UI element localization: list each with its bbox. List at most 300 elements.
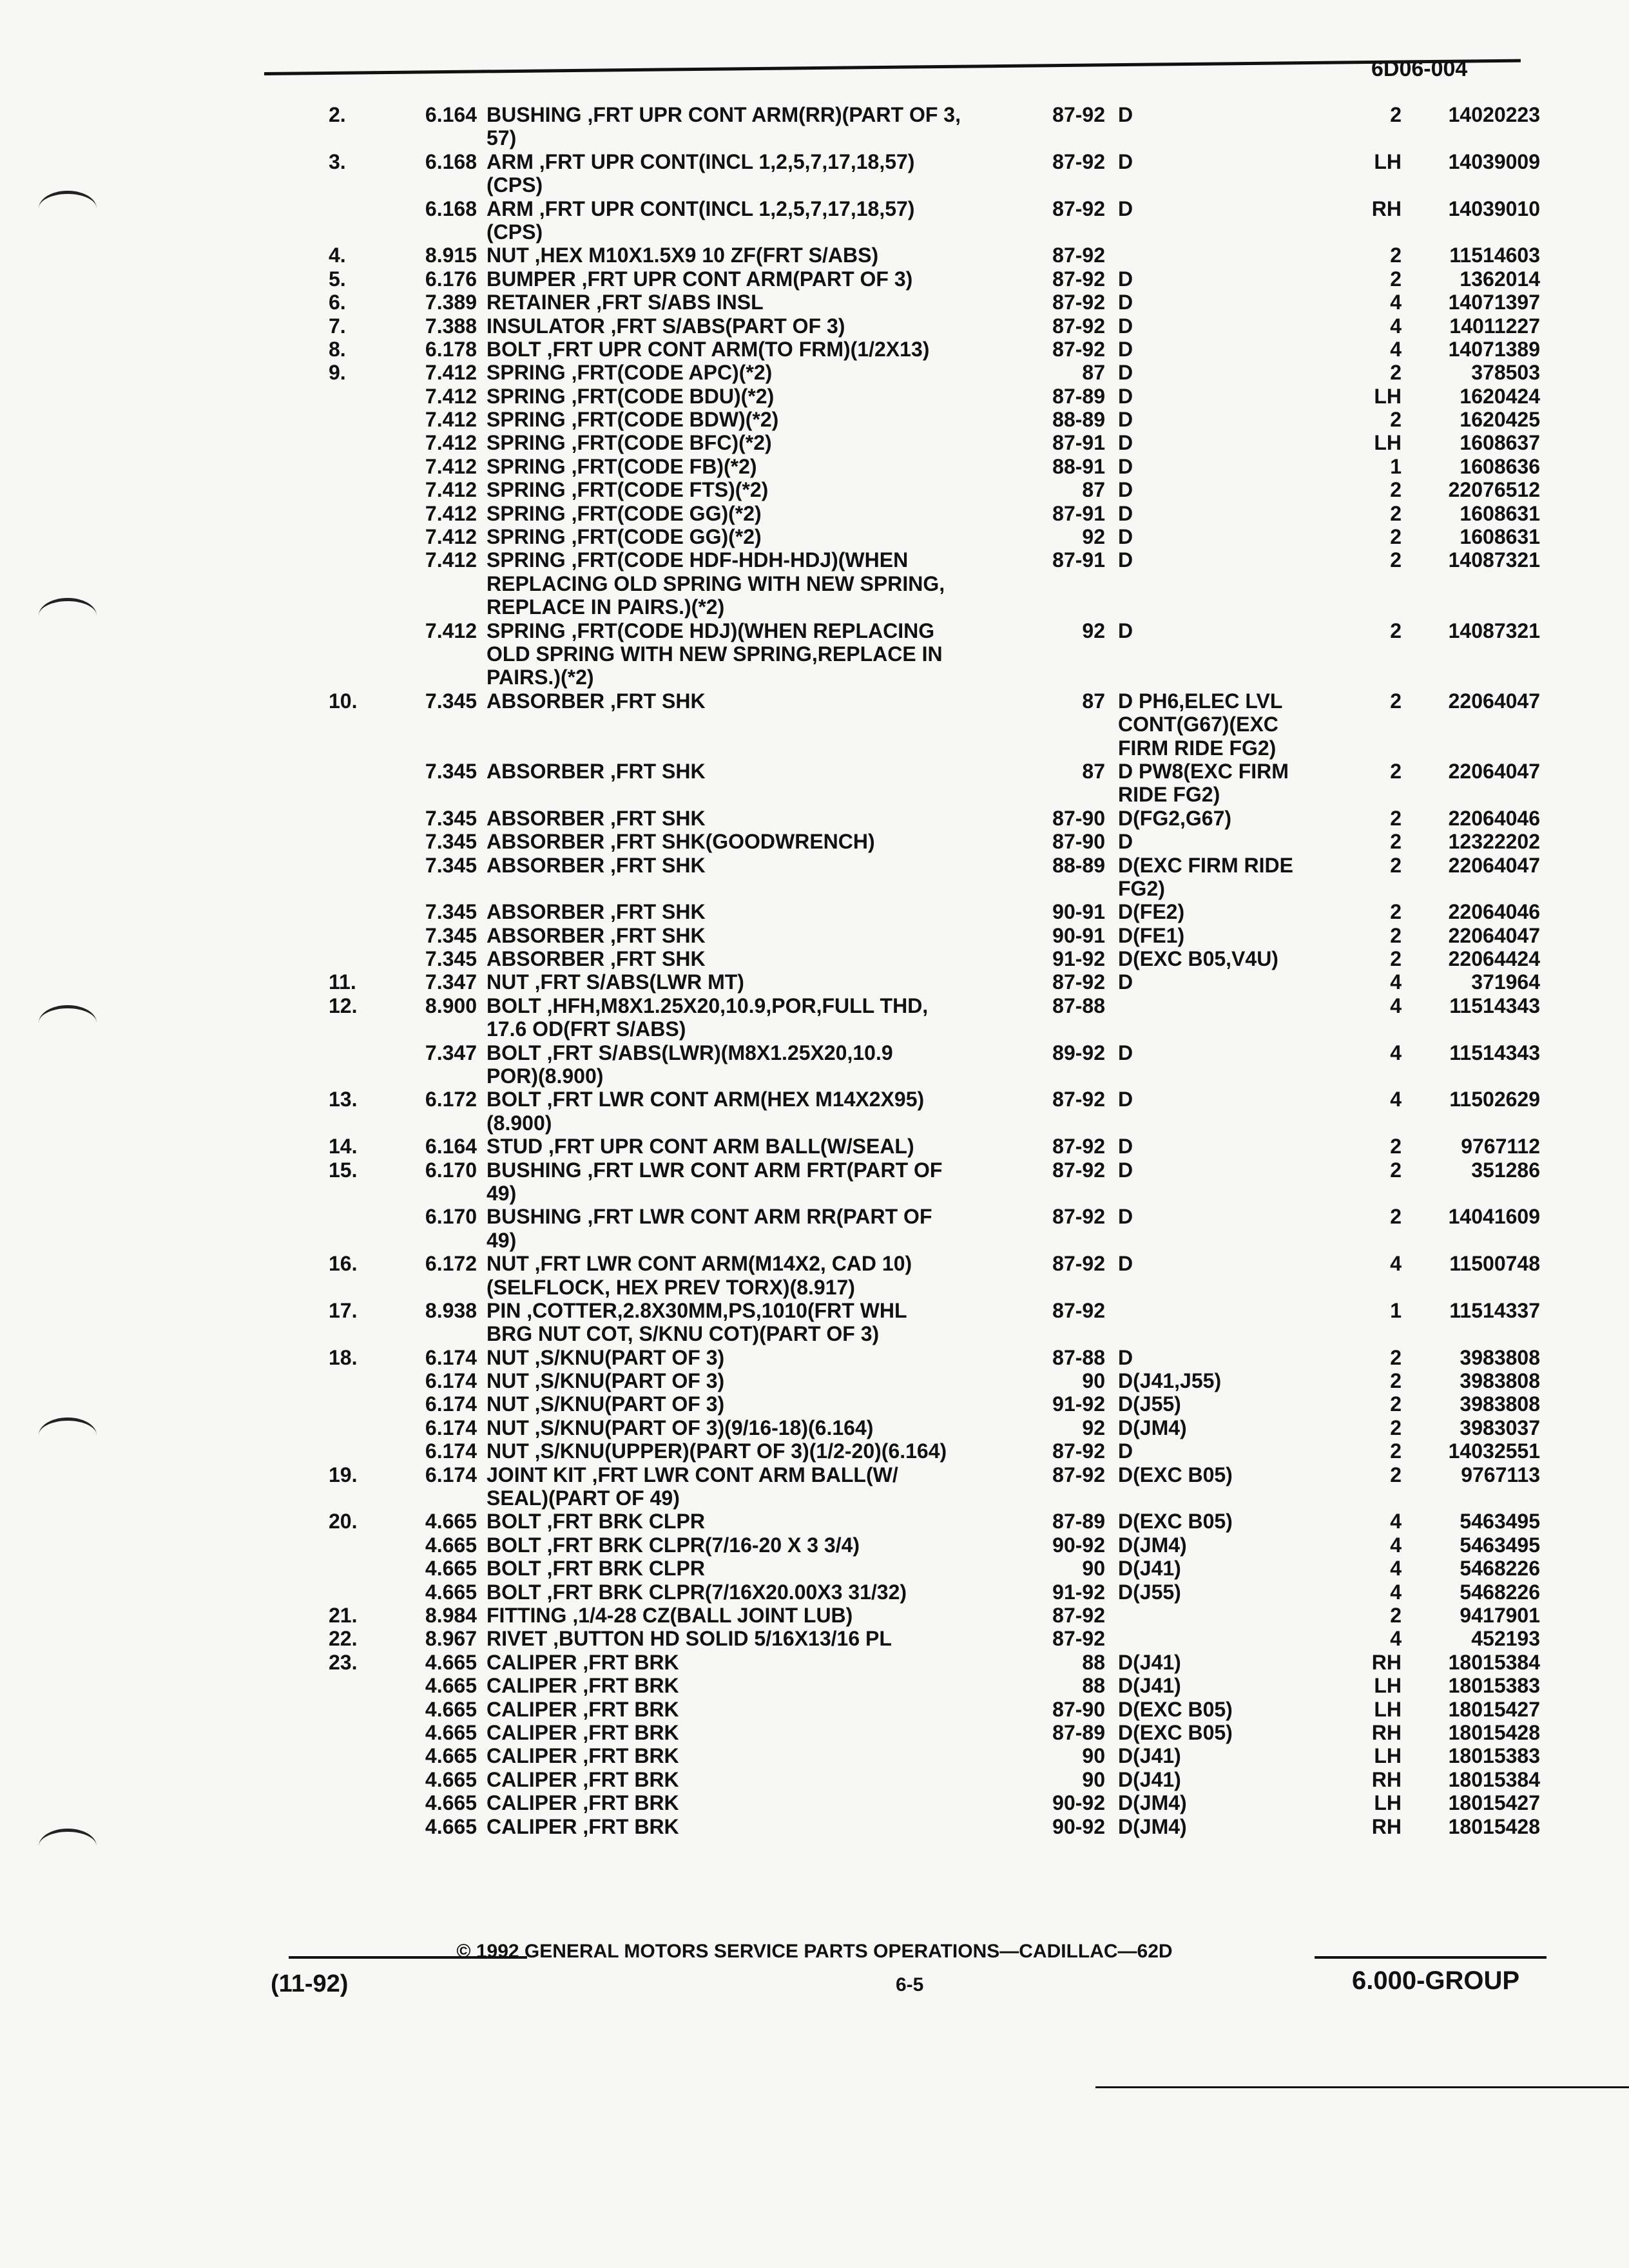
table-row	[0, 1346, 1629, 1369]
cell-years: 91-92	[1052, 947, 1105, 971]
table-row	[0, 1135, 1629, 1158]
cell-part: 452193	[1471, 1627, 1540, 1651]
cell-code: D	[1118, 830, 1133, 854]
table-row	[0, 1416, 1629, 1439]
cell-part: 14032551	[1448, 1439, 1540, 1463]
cell-qty: RH	[1371, 1767, 1402, 1791]
cell-code: D(EXC B05)	[1118, 1697, 1233, 1721]
cell-code: D	[1118, 970, 1133, 994]
cell-qty: 2	[1390, 478, 1402, 502]
cell-code: D	[1118, 478, 1133, 502]
cell-part: 14020223	[1448, 103, 1540, 126]
cell-sect: 8.967	[425, 1627, 477, 1651]
cell-qty: 4	[1390, 1580, 1402, 1604]
cell-code: D(EXC B05,V4U)	[1118, 947, 1278, 971]
cell-qty: RH	[1371, 1720, 1402, 1744]
table-row	[0, 1158, 1629, 1182]
cell-qty: 2	[1390, 1416, 1402, 1439]
table-row	[0, 1815, 1629, 1838]
cell-part: 3983808	[1460, 1345, 1540, 1369]
cell-years: 87-92	[1052, 337, 1105, 361]
cell-qty: 2	[1390, 900, 1402, 924]
cell-desc: FITTING ,1/4-28 CZ(BALL JOINT LUB)	[487, 1604, 853, 1627]
table-row	[0, 1111, 1629, 1135]
cell-desc: ABSORBER ,FRT SHK	[487, 900, 706, 924]
cell-desc: ABSORBER ,FRT SHK	[487, 806, 706, 830]
table-row	[0, 595, 1629, 619]
cell-desc: BUMPER ,FRT UPR CONT ARM(PART OF 3)	[487, 267, 913, 291]
cell-code: D	[1118, 197, 1133, 220]
cell-ref: 12.	[329, 994, 358, 1017]
cell-sect: 4.665	[425, 1814, 477, 1838]
cell-sect: 6.174	[425, 1369, 477, 1393]
cell-qty: LH	[1374, 1744, 1402, 1768]
cell-desc: CALIPER ,FRT BRK	[487, 1791, 679, 1815]
cell-sect: 7.412	[425, 525, 477, 549]
cell-code: D	[1118, 103, 1133, 126]
cell-years: 90-92	[1052, 1533, 1105, 1557]
cell-years: 92	[1082, 525, 1105, 549]
cell-part: 18015384	[1448, 1650, 1540, 1674]
cell-part: 14071397	[1448, 291, 1540, 314]
cell-code: D(J41,J55)	[1118, 1369, 1222, 1393]
cell-years: 87-92	[1052, 314, 1105, 338]
cell-sect: 8.915	[425, 244, 477, 267]
cell-sect: 6.178	[425, 337, 477, 361]
cell-years: 89-92	[1052, 1041, 1105, 1064]
cell-desc: SPRING ,FRT(CODE BDU)(*2)	[487, 384, 775, 408]
table-row	[0, 1299, 1629, 1322]
cell-qty: 4	[1390, 1088, 1402, 1111]
cell-desc: BOLT ,FRT BRK CLPR	[487, 1510, 705, 1533]
cell-part: 14071389	[1448, 337, 1540, 361]
cell-years: 87-92	[1052, 1298, 1105, 1322]
cell-desc: 49)	[487, 1181, 517, 1205]
cell-part: 378503	[1471, 361, 1540, 385]
cell-years: 90-92	[1052, 1814, 1105, 1838]
cell-years: 87-92	[1052, 291, 1105, 314]
cell-years: 87	[1082, 361, 1105, 385]
footer-copyright: © 1992 GENERAL MOTORS SERVICE PARTS OPERATIONS—CADILLAC—62D	[456, 1941, 1173, 1962]
table-row	[0, 924, 1629, 947]
cell-part: 22064046	[1448, 806, 1540, 830]
table-row	[0, 783, 1629, 806]
table-row	[0, 1392, 1629, 1416]
cell-ref: 20.	[329, 1510, 358, 1533]
cell-part: 1620425	[1460, 408, 1540, 432]
cell-sect: 4.665	[425, 1767, 477, 1791]
table-row	[0, 1768, 1629, 1791]
cell-desc: CALIPER ,FRT BRK	[487, 1674, 679, 1698]
cell-part: 1362014	[1460, 267, 1540, 291]
cell-code: D(J41)	[1118, 1744, 1181, 1768]
cell-desc: REPLACING OLD SPRING WITH NEW SPRING,	[487, 572, 945, 595]
cell-qty: LH	[1374, 1791, 1402, 1815]
cell-desc: CALIPER ,FRT BRK	[487, 1767, 679, 1791]
cell-years: 88-91	[1052, 454, 1105, 478]
table-row	[0, 807, 1629, 830]
cell-years: 90	[1082, 1369, 1105, 1393]
cell-desc: NUT ,FRT S/ABS(LWR MT)	[487, 970, 744, 994]
cell-ref: 16.	[329, 1252, 358, 1276]
cell-part: 14039010	[1448, 197, 1540, 220]
table-row	[0, 1229, 1629, 1252]
cell-years: 91-92	[1052, 1580, 1105, 1604]
cell-qty: 2	[1390, 1205, 1402, 1229]
cell-qty: 1	[1390, 454, 1402, 478]
cell-qty: 2	[1390, 1604, 1402, 1627]
group-label: 6.000-GROUP	[1352, 1966, 1520, 1995]
document-id: 6D06-004	[1371, 57, 1468, 81]
cell-code: D(JM4)	[1118, 1416, 1187, 1439]
cell-ref: 6.	[329, 291, 346, 314]
cell-qty: 1	[1390, 1298, 1402, 1322]
cell-sect: 4.665	[425, 1720, 477, 1744]
cell-desc: OLD SPRING WITH NEW SPRING,REPLACE IN	[487, 642, 943, 666]
cell-code: D	[1118, 149, 1133, 173]
cell-part: 11514343	[1449, 994, 1540, 1017]
cell-qty: 2	[1390, 1158, 1402, 1182]
cell-code: D(JM4)	[1118, 1814, 1187, 1838]
cell-ref: 10.	[329, 689, 358, 713]
cell-desc: BUSHING ,FRT UPR CONT ARM(RR)(PART OF 3,	[487, 103, 961, 126]
cell-desc: 57)	[487, 126, 517, 150]
cell-code: D	[1118, 1041, 1133, 1064]
cell-desc: ABSORBER ,FRT SHK	[487, 923, 706, 947]
table-row	[0, 1322, 1629, 1345]
cell-code: FG2)	[1118, 876, 1165, 900]
table-row	[0, 291, 1629, 314]
table-row	[0, 338, 1629, 361]
cell-sect: 7.412	[425, 408, 477, 432]
cell-code: D(EXC FIRM RIDE	[1118, 853, 1293, 877]
cell-desc: ABSORBER ,FRT SHK(GOODWRENCH)	[487, 830, 875, 854]
cell-qty: RH	[1371, 1650, 1402, 1674]
cell-years: 87-89	[1052, 1720, 1105, 1744]
cell-sect: 8.938	[425, 1298, 477, 1322]
cell-years: 87-92	[1052, 1439, 1105, 1463]
cell-ref: 17.	[329, 1298, 358, 1322]
cell-qty: 2	[1390, 103, 1402, 126]
cell-years: 87-92	[1052, 1158, 1105, 1182]
cell-desc: PIN ,COTTER,2.8X30MM,PS,1010(FRT WHL	[487, 1298, 907, 1322]
cell-sect: 6.168	[425, 197, 477, 220]
cell-years: 90-92	[1052, 1791, 1105, 1815]
cell-code: D	[1118, 267, 1133, 291]
cell-sect: 6.176	[425, 267, 477, 291]
table-row	[0, 1651, 1629, 1674]
table-row	[0, 830, 1629, 853]
cell-desc: RIVET ,BUTTON HD SOLID 5/16X13/16 PL	[487, 1627, 892, 1651]
cell-part: 22064046	[1448, 900, 1540, 924]
cell-ref: 13.	[329, 1088, 358, 1111]
cell-years: 87-88	[1052, 994, 1105, 1017]
cell-code: D	[1118, 1252, 1133, 1276]
cell-desc: NUT ,S/KNU(PART OF 3)(9/16-18)(6.164)	[487, 1416, 874, 1439]
cell-part: 351286	[1471, 1158, 1540, 1182]
cell-code: D	[1118, 501, 1133, 525]
cell-qty: 2	[1390, 830, 1402, 854]
table-row	[0, 525, 1629, 548]
cell-desc: NUT ,HEX M10X1.5X9 10 ZF(FRT S/ABS)	[487, 244, 879, 267]
cell-part: 5463495	[1460, 1533, 1540, 1557]
cell-sect: 4.665	[425, 1533, 477, 1557]
cell-desc: (CPS)	[487, 173, 543, 197]
table-row	[0, 1369, 1629, 1392]
cell-part: 18015428	[1448, 1720, 1540, 1744]
cell-qty: 4	[1390, 970, 1402, 994]
cell-part: 9417901	[1460, 1604, 1540, 1627]
cell-qty: 2	[1390, 267, 1402, 291]
cell-sect: 6.164	[425, 1135, 477, 1158]
cell-desc: CALIPER ,FRT BRK	[487, 1744, 679, 1768]
cell-desc: BOLT ,FRT S/ABS(LWR)(M8X1.25X20,10.9	[487, 1041, 893, 1064]
cell-ref: 11.	[329, 970, 356, 994]
cell-desc: CALIPER ,FRT BRK	[487, 1814, 679, 1838]
cell-sect: 6.172	[425, 1252, 477, 1276]
cell-years: 87	[1082, 689, 1105, 713]
table-row	[0, 1041, 1629, 1064]
table-row	[0, 1674, 1629, 1697]
table-row	[0, 970, 1629, 994]
cell-sect: 4.665	[425, 1510, 477, 1533]
cell-part: 18015384	[1448, 1767, 1540, 1791]
cell-part: 11514343	[1449, 1041, 1540, 1064]
cell-code: D(J41)	[1118, 1557, 1181, 1581]
cell-part: 5468226	[1460, 1557, 1540, 1581]
cell-sect: 7.345	[425, 759, 477, 783]
cell-sect: 7.389	[425, 291, 477, 314]
table-row	[0, 220, 1629, 244]
cell-ref: 3.	[329, 149, 346, 173]
table-row	[0, 1017, 1629, 1041]
cell-code: D(EXC B05)	[1118, 1463, 1233, 1486]
cell-desc: NUT ,FRT LWR CONT ARM(M14X2, CAD 10)	[487, 1252, 912, 1276]
cell-years: 87-89	[1052, 1510, 1105, 1533]
cell-desc: SEAL)(PART OF 49)	[487, 1486, 680, 1510]
cell-code: CONT(G67)(EXC	[1118, 713, 1278, 736]
cell-desc: BOLT ,FRT LWR CONT ARM(HEX M14X2X95)	[487, 1088, 925, 1111]
cell-part: 14011227	[1449, 314, 1540, 338]
cell-sect: 7.345	[425, 947, 477, 971]
table-row	[0, 361, 1629, 384]
table-row	[0, 431, 1629, 454]
cell-code: D	[1118, 1158, 1133, 1182]
cell-sect: 7.345	[425, 689, 477, 713]
cell-code: D(FG2,G67)	[1118, 806, 1232, 830]
cell-desc: SPRING ,FRT(CODE HDF-HDH-HDJ)(WHEN	[487, 548, 909, 572]
cell-desc: SPRING ,FRT(CODE BFC)(*2)	[487, 431, 772, 455]
cell-desc: POR)(8.900)	[487, 1064, 604, 1088]
cell-qty: 2	[1390, 408, 1402, 432]
cell-part: 22064047	[1448, 853, 1540, 877]
cell-desc: SPRING ,FRT(CODE BDW)(*2)	[487, 408, 779, 432]
cell-years: 91-92	[1052, 1392, 1105, 1416]
table-row	[0, 1581, 1629, 1604]
cell-sect: 6.170	[425, 1205, 477, 1229]
cell-code: D	[1118, 1439, 1133, 1463]
cell-ref: 14.	[329, 1135, 358, 1158]
table-row	[0, 244, 1629, 267]
cell-sect: 7.347	[425, 970, 477, 994]
cell-code: D(JM4)	[1118, 1791, 1187, 1815]
table-row	[0, 760, 1629, 783]
cell-years: 90	[1082, 1767, 1105, 1791]
cell-qty: LH	[1374, 1674, 1402, 1698]
cell-sect: 7.345	[425, 830, 477, 854]
cell-ref: 15.	[329, 1158, 358, 1182]
cell-desc: ABSORBER ,FRT SHK	[487, 947, 706, 971]
cell-desc: CALIPER ,FRT BRK	[487, 1720, 679, 1744]
cell-qty: 4	[1390, 1557, 1402, 1581]
cell-years: 87-92	[1052, 1604, 1105, 1627]
cell-qty: 2	[1390, 525, 1402, 549]
cell-desc: SPRING ,FRT(CODE HDJ)(WHEN REPLACING	[487, 619, 935, 642]
cell-desc: NUT ,S/KNU(PART OF 3)	[487, 1369, 725, 1393]
cell-code: D	[1118, 1088, 1133, 1111]
cell-years: 87-91	[1052, 501, 1105, 525]
cell-qty: 4	[1390, 1041, 1402, 1064]
cell-part: 371964	[1471, 970, 1540, 994]
cell-qty: LH	[1374, 384, 1402, 408]
cell-sect: 7.345	[425, 853, 477, 877]
table-row	[0, 103, 1629, 126]
cell-desc: CALIPER ,FRT BRK	[487, 1650, 679, 1674]
cell-years: 87-92	[1052, 970, 1105, 994]
cell-sect: 4.665	[425, 1697, 477, 1721]
cell-code: D(EXC B05)	[1118, 1510, 1233, 1533]
cell-desc: ARM ,FRT UPR CONT(INCL 1,2,5,7,17,18,57)	[487, 197, 915, 220]
cell-desc: BUSHING ,FRT LWR CONT ARM RR(PART OF	[487, 1205, 932, 1229]
cell-sect: 8.984	[425, 1604, 477, 1627]
table-row	[0, 1627, 1629, 1650]
cell-qty: LH	[1374, 1697, 1402, 1721]
cell-part: 18015383	[1448, 1674, 1540, 1698]
cell-qty: 2	[1390, 361, 1402, 385]
cell-code: D	[1118, 384, 1133, 408]
table-row	[0, 455, 1629, 478]
cell-code: D(J55)	[1118, 1392, 1181, 1416]
cell-desc: SPRING ,FRT(CODE GG)(*2)	[487, 525, 762, 549]
cell-code: D	[1118, 361, 1133, 385]
footer-date: (11-92)	[271, 1970, 349, 1997]
cell-code: D(J41)	[1118, 1650, 1181, 1674]
cell-part: 5468226	[1460, 1580, 1540, 1604]
cell-desc: BUSHING ,FRT LWR CONT ARM FRT(PART OF	[487, 1158, 943, 1182]
table-row	[0, 1486, 1629, 1510]
cell-ref: 22.	[329, 1627, 358, 1651]
cell-years: 87-92	[1052, 1088, 1105, 1111]
cell-qty: RH	[1371, 1814, 1402, 1838]
table-row	[0, 1205, 1629, 1228]
cell-desc: PAIRS.)(*2)	[487, 666, 594, 689]
cell-sect: 7.412	[425, 501, 477, 525]
cell-years: 90-91	[1052, 900, 1105, 924]
cell-sect: 7.388	[425, 314, 477, 338]
cell-sect: 7.412	[425, 548, 477, 572]
cell-years: 90	[1082, 1744, 1105, 1768]
cell-desc: SPRING ,FRT(CODE FB)(*2)	[487, 454, 757, 478]
table-row	[0, 1064, 1629, 1088]
cell-sect: 7.412	[425, 454, 477, 478]
cell-years: 87-88	[1052, 1345, 1105, 1369]
cell-years: 88	[1082, 1650, 1105, 1674]
cell-desc: SPRING ,FRT(CODE APC)(*2)	[487, 361, 773, 385]
cell-code: D(FE2)	[1118, 900, 1185, 924]
cell-desc: NUT ,S/KNU(PART OF 3)	[487, 1392, 725, 1416]
cell-code: D	[1118, 408, 1133, 432]
cell-years: 87	[1082, 759, 1105, 783]
cell-years: 92	[1082, 1416, 1105, 1439]
cell-qty: 2	[1390, 853, 1402, 877]
table-row	[0, 666, 1629, 689]
cell-desc: BRG NUT COT, S/KNU COT)(PART OF 3)	[487, 1322, 880, 1346]
cell-sect: 7.412	[425, 478, 477, 502]
table-row	[0, 173, 1629, 197]
cell-ref: 2.	[329, 103, 346, 126]
table-row	[0, 548, 1629, 572]
table-row	[0, 1721, 1629, 1744]
table-row	[0, 736, 1629, 760]
table-row	[0, 619, 1629, 642]
cell-desc: STUD ,FRT UPR CONT ARM BALL(W/SEAL)	[487, 1135, 914, 1158]
cell-code: D	[1118, 548, 1133, 572]
cell-part: 3983808	[1460, 1392, 1540, 1416]
cell-years: 90	[1082, 1557, 1105, 1581]
cell-sect: 7.347	[425, 1041, 477, 1064]
cell-sect: 6.168	[425, 149, 477, 173]
cell-sect: 4.665	[425, 1580, 477, 1604]
cell-part: 18015383	[1448, 1744, 1540, 1768]
table-row	[0, 947, 1629, 970]
header-rule	[264, 59, 1521, 75]
cell-part: 11514337	[1449, 1298, 1540, 1322]
cell-ref: 9.	[329, 361, 346, 385]
cell-qty: 2	[1390, 1439, 1402, 1463]
cell-sect: 4.665	[425, 1650, 477, 1674]
cell-part: 5463495	[1460, 1510, 1540, 1533]
cell-sect: 6.174	[425, 1439, 477, 1463]
cell-years: 87-92	[1052, 1135, 1105, 1158]
cell-qty: 4	[1390, 1252, 1402, 1276]
cell-code: FIRM RIDE FG2)	[1118, 736, 1277, 760]
cell-qty: 2	[1390, 244, 1402, 267]
cell-years: 87-92	[1052, 1205, 1105, 1229]
cell-sect: 6.164	[425, 103, 477, 126]
cell-part: 22064047	[1448, 689, 1540, 713]
table-row	[0, 1463, 1629, 1486]
cell-desc: BOLT ,FRT BRK CLPR(7/16X20.00X3 31/32)	[487, 1580, 907, 1604]
table-row	[0, 689, 1629, 713]
cell-code: D	[1118, 1135, 1133, 1158]
cell-part: 9767113	[1461, 1463, 1540, 1486]
cell-part: 22064047	[1448, 759, 1540, 783]
cell-code: D PH6,ELEC LVL	[1118, 689, 1283, 713]
cell-part: 22064424	[1448, 947, 1540, 971]
cell-qty: 2	[1390, 1345, 1402, 1369]
cell-sect: 6.174	[425, 1345, 477, 1369]
table-row	[0, 1604, 1629, 1627]
table-row	[0, 1744, 1629, 1767]
cell-part: 12322202	[1448, 830, 1540, 854]
cell-years: 87-92	[1052, 1627, 1105, 1651]
cell-part: 14041609	[1448, 1205, 1540, 1229]
table-row	[0, 1276, 1629, 1299]
table-row	[0, 150, 1629, 173]
table-row	[0, 854, 1629, 877]
cell-qty: 2	[1390, 1135, 1402, 1158]
cell-part: 22064047	[1448, 923, 1540, 947]
